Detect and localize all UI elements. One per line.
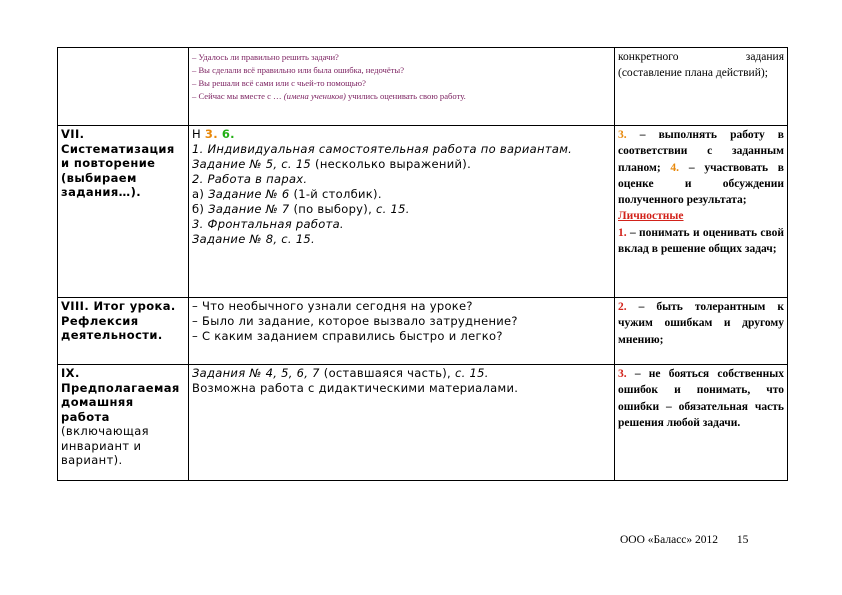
activity-line: Задание № 5, с. 15 (несколько выражений). <box>192 157 472 171</box>
stage-cell <box>58 298 189 365</box>
activity-line: Возможна работа с дидактическими материалами. <box>192 381 519 395</box>
question-line: – Удалось ли правильно решить задачи? <box>192 52 339 62</box>
outcome-text: конкретного задания (составление плана действий); <box>618 51 784 80</box>
page-footer <box>620 534 748 546</box>
question-line: – Вы решали всё сами или с чьей-то помощью? <box>192 78 366 88</box>
stage-cell <box>58 365 189 481</box>
table-row <box>58 365 788 481</box>
stage-note: (включающая инвариант и вариант). <box>61 424 149 467</box>
activity-line: 3. Фронтальная работа. <box>192 217 344 231</box>
stage-title: IX. Предполагаемая домашняя работа <box>61 366 180 424</box>
activity-line: а) Задание № 6 (1-й столбик). <box>192 187 382 201</box>
activity-line: 2. Работа в парах. <box>192 172 308 186</box>
activity-cell <box>189 365 615 481</box>
stage-title: VII. Систематизация и повторение (выбираем задания…). <box>61 127 175 199</box>
activity-cell <box>189 298 615 365</box>
outcome-cell <box>615 48 788 126</box>
question-line: – Что необычного узнали сегодня на уроке? <box>192 299 473 313</box>
question-line: – Вы сделали всё правильно или была ошибка, недочёты? <box>192 65 405 75</box>
outcome-cell <box>615 365 788 481</box>
page-number: 15 <box>736 534 749 546</box>
outcome-cell <box>615 126 788 298</box>
activity-line: б) Задание № 7 (по выбору), с. 15. <box>192 202 410 216</box>
section-heading: Личностные <box>618 210 684 223</box>
question-line: – Сейчас мы вместе с … (имена учеников) учились оценивать свою работу. <box>192 91 466 101</box>
outcome-text: 3. – не бояться собственных ошибок и понимать, что ошибки – обязательная часть решения любой задачи. <box>618 368 785 429</box>
lesson-table <box>57 47 788 481</box>
table-row <box>58 126 788 298</box>
question-line: – Было ли задание, которое вызвало затруднение? <box>192 314 518 328</box>
table-row <box>58 48 788 126</box>
activity-cell <box>189 126 615 298</box>
stage-cell <box>58 126 189 298</box>
question-line: – С каким заданием справились быстро и легко? <box>192 329 503 343</box>
activity-line: Задания № 4, 5, 6, 7 (оставшаяся часть), с. 15. <box>192 366 489 380</box>
publisher-label: ООО «Баласс» 2012 <box>620 534 719 546</box>
stage-title: VIII. Итог урока. Рефлексия деятельности. <box>61 299 176 342</box>
activity-line: 1. Индивидуальная самостоятельная работа по вариантам. <box>192 142 573 156</box>
task-refs: Н 3. 6. <box>192 127 235 141</box>
outcome-text: 2. – быть толерантным к чужим ошибкам и другому мнению; <box>618 301 784 346</box>
outcome-cell <box>615 298 788 365</box>
activity-line: Задание № 8, с. 15. <box>192 232 316 246</box>
activity-cell <box>189 48 615 126</box>
outcome-text: 1. – понимать и оценивать свой вклад в решение общих задач; <box>618 226 784 256</box>
stage-cell <box>58 48 189 126</box>
table-row <box>58 298 788 365</box>
outcome-text: 3. – выполнять работу в соответствии с заданным планом; 4. – участвовать в оценке и обсуждении полученного результата; <box>618 129 785 207</box>
